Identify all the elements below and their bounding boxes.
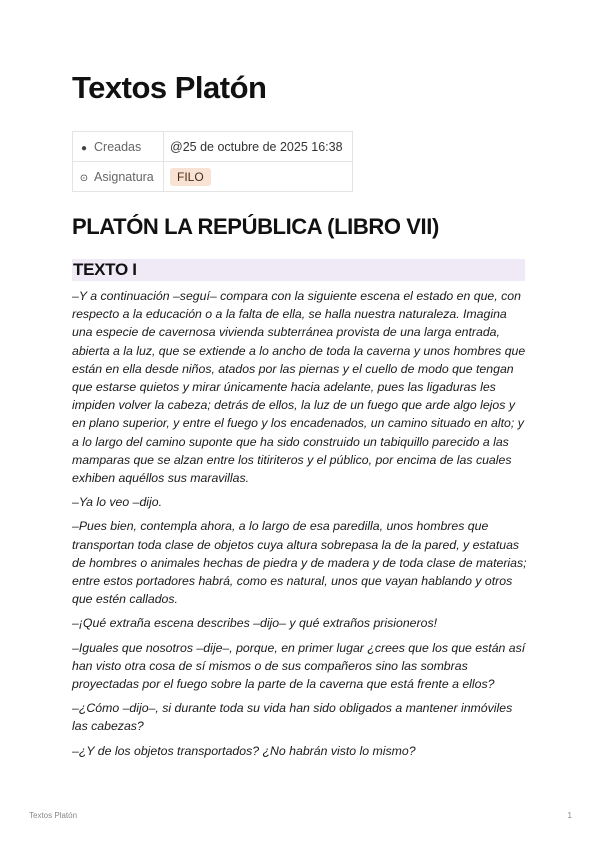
footer-title: Textos Platón <box>29 811 78 820</box>
paragraph: –¿Cómo –dijo–, si durante toda su vida han sido obligados a mantener inmóviles las cabezas? <box>72 701 513 734</box>
page-title: Textos Platón <box>72 70 267 105</box>
property-name-cell <box>73 162 164 192</box>
property-value-cell[interactable] <box>164 162 353 192</box>
page-number: 1 <box>567 811 572 820</box>
heading-2: TEXTO I <box>72 259 525 281</box>
text-body <box>72 287 530 766</box>
paragraph: –Ya lo veo –dijo. <box>72 495 163 510</box>
paragraph: –¿Y de los objetos transportados? ¿No habrán visto lo mismo? <box>72 743 416 758</box>
page-footer <box>29 811 572 820</box>
select-icon: ⊙ <box>79 172 89 184</box>
clock-icon: ● <box>80 142 88 154</box>
properties-table <box>72 131 353 192</box>
property-row-subject <box>73 162 353 192</box>
property-row-created <box>73 132 353 162</box>
paragraph: –¡Qué extraña escena describes –dijo– y qué extraños prisioneros! <box>72 616 438 631</box>
paragraph: –Iguales que nosotros –dije–, porque, en primer lugar ¿crees que los que están así han visto otra cosa de sí mismos o de sus compañeros sino las sombras proyectadas por el fuego sobre la parte de la caverna que está frente a ellos? <box>72 640 526 692</box>
property-value-cell[interactable] <box>164 132 353 162</box>
created-date-value: @25 de octubre de 2025 16:38 <box>170 139 343 154</box>
property-label: Creadas <box>94 139 142 154</box>
property-label: Asignatura <box>94 169 154 184</box>
paragraph: –Y a continuación –seguí– compara con la siguiente escena el estado en que, con respecto a la educación o a la falta de ella, se halla nuestra naturaleza. Imagina una especie de cavernosa vivienda subterránea provista de una larga entrada, abierta a la luz, que se extiende a lo ancho de toda la caverna y unos hombres que están en ella desde niños, atados por las piernas y el cuello de modo que tengan que estarse quietos y mirar únicamente hacia adelante, pues las ligaduras les impiden volver la cabeza; detrás de ellos, la luz de un fuego que arde algo lejos y en plano superior, y entre el fuego y los encadenados, un camino situado en alto; y a lo largo del camino suponte que ha sido construido un tabiquillo parecido a las mamparas que se alzan entre los titiriteros y el público, por encima de las cuales exhiben aquéllos sus maravillas. <box>72 289 526 486</box>
property-name-cell <box>73 132 164 162</box>
paragraph: –Pues bien, contempla ahora, a lo largo de esa paredilla, unos hombres que transportan toda clase de objetos cuya altura sobrepasa la de la pared, y estatuas de hombres o animales hechas de piedra y de madera y de toda clase de materias; entre estos portadores habrá, como es natural, unos que vayan hablando y otros que estén callados. <box>72 519 527 607</box>
subject-tag[interactable]: FILO <box>170 168 211 186</box>
heading-1: PLATÓN LA REPÚBLICA (LIBRO VII) <box>72 214 439 239</box>
